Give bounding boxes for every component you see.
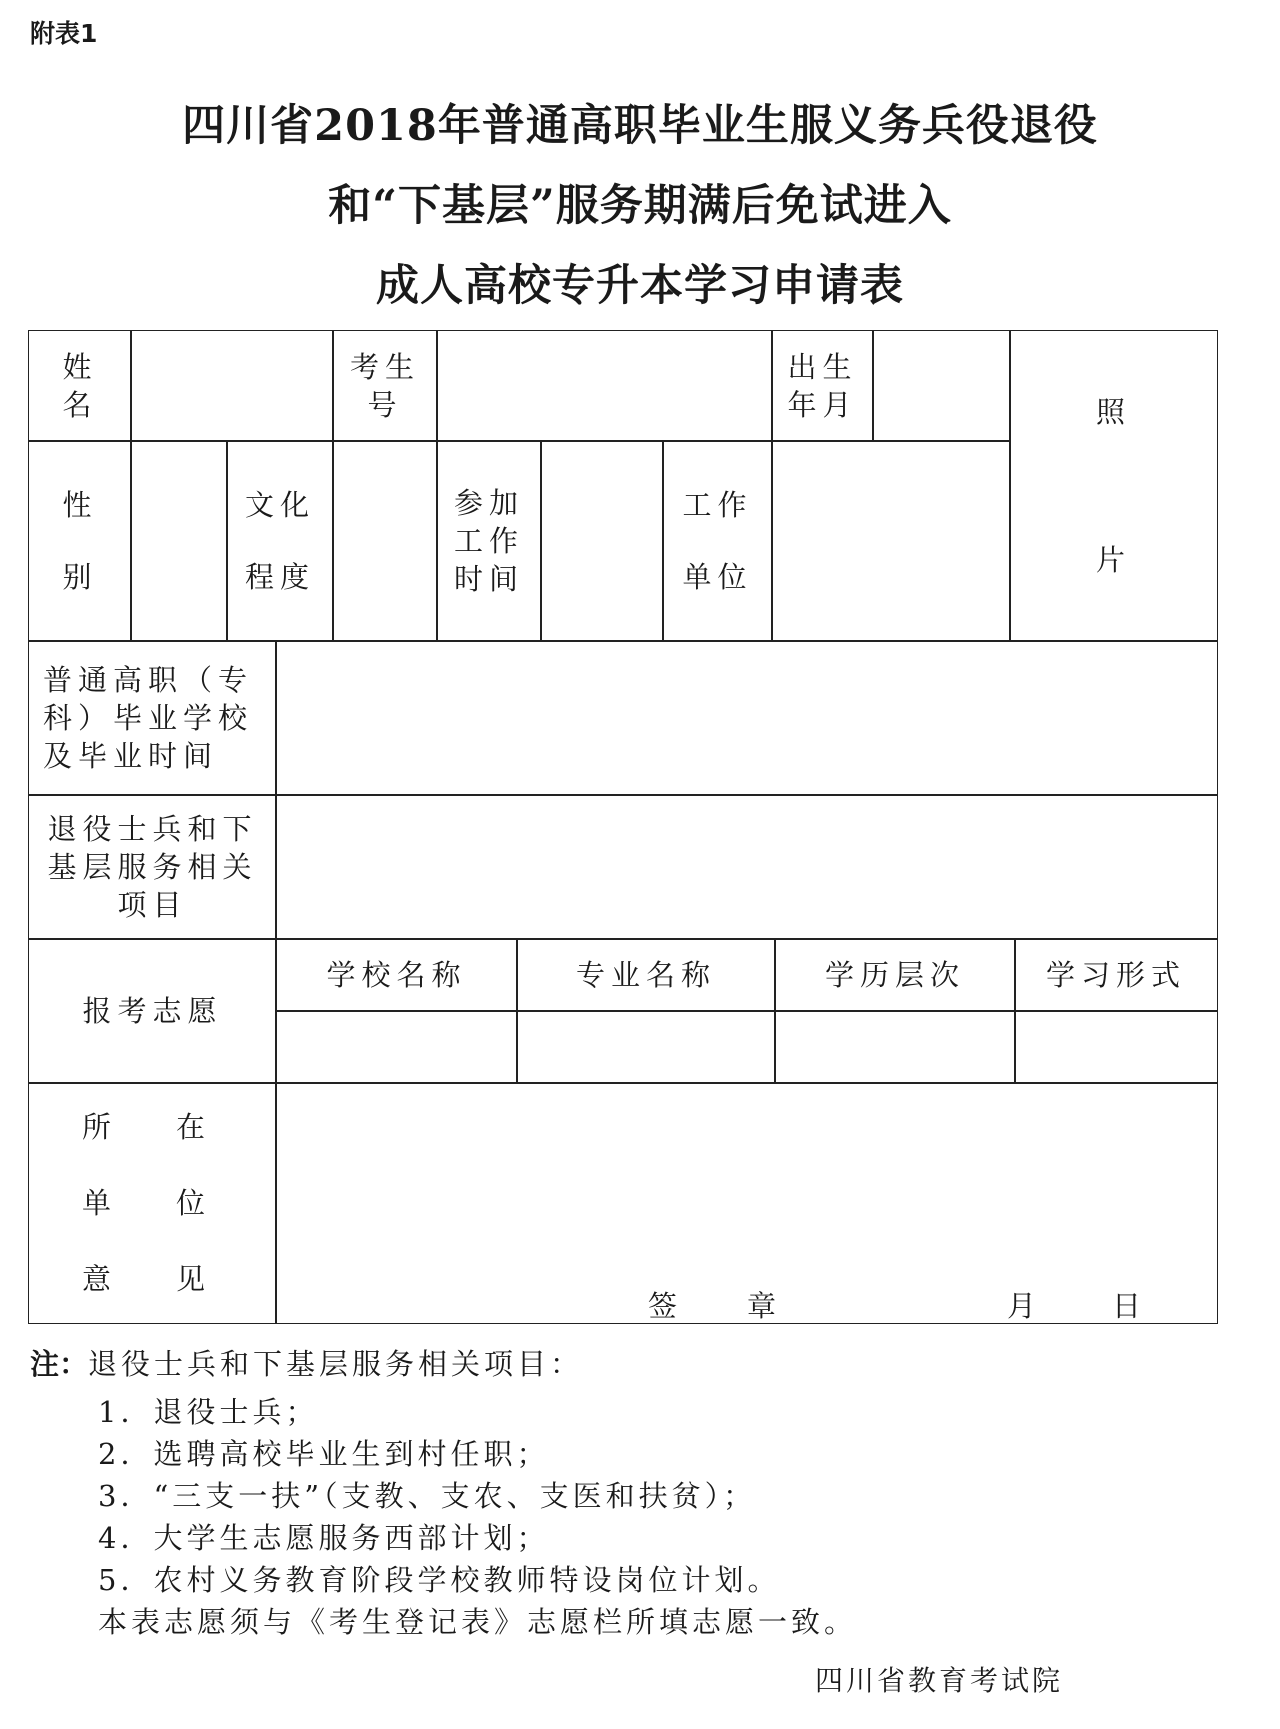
- choice-label: 报考志愿: [28, 938, 277, 1084]
- issuer: 四川省教育考试院: [815, 1664, 1064, 1697]
- work-unit-field[interactable]: [771, 440, 1011, 642]
- title-line-1: 四川省2018年普通高职毕业生服义务兵役退役: [182, 101, 1098, 151]
- education-label: [226, 440, 334, 642]
- exam-no-field[interactable]: [436, 330, 773, 442]
- education-label-top: 文化: [244, 487, 315, 522]
- gender-label: [28, 440, 132, 642]
- work-start-field[interactable]: [540, 440, 664, 642]
- college-label: [28, 640, 277, 796]
- gender-label-bottom: 别: [62, 560, 98, 594]
- photo-label-top: 照: [1095, 394, 1131, 429]
- unit-opinion-line-1: 所 在: [81, 1109, 223, 1144]
- choice-level-field[interactable]: [774, 1010, 1016, 1084]
- service-label: [28, 794, 277, 940]
- choice-school-field[interactable]: [275, 1010, 518, 1084]
- college-label-text: 普通高职（专科）毕业学校及毕业时间: [43, 662, 254, 774]
- day-label: 日: [1112, 1289, 1144, 1323]
- note-item-3: 3．“三支一扶”（支教、支农、支医和扶贫）；: [98, 1479, 757, 1513]
- exam-no-label: 考生 号: [332, 330, 438, 442]
- birth-label: 出生 年月: [771, 330, 874, 442]
- choice-col-major: 专业名称: [516, 938, 776, 1012]
- notes-intro: 退役士兵和下基层服务相关项目：: [88, 1347, 584, 1381]
- note-item-5: 5．农村义务教育阶段学校教师特设岗位计划。: [98, 1563, 781, 1597]
- work-unit-label-top: 工作: [682, 487, 753, 522]
- photo-box[interactable]: [1009, 330, 1218, 642]
- choice-mode-field[interactable]: [1014, 1010, 1218, 1084]
- gender-label-top: 性: [62, 487, 98, 522]
- note-closing: 本表志愿须与《考生登记表》志愿栏所填志愿一致。: [98, 1605, 858, 1639]
- note-item-4: 4．大学生志愿服务西部计划；: [98, 1521, 550, 1555]
- choice-col-level: 学历层次: [774, 938, 1016, 1012]
- month-label: 月: [1007, 1289, 1039, 1323]
- notes-label: 注：: [30, 1347, 89, 1381]
- name-field[interactable]: [130, 330, 334, 442]
- note-item-1: 1．退役士兵；: [98, 1395, 319, 1429]
- unit-opinion-label: [28, 1082, 277, 1324]
- birth-field[interactable]: [872, 330, 1011, 442]
- notes-header: [30, 1344, 583, 1384]
- annex-label: 附表1: [30, 19, 98, 48]
- work-unit-label-bottom: 单位: [682, 560, 753, 594]
- education-label-bottom: 程度: [244, 560, 315, 594]
- college-field[interactable]: [275, 640, 1218, 796]
- name-label: 姓 名: [28, 330, 132, 442]
- service-label-text: 退役士兵和下基层服务相关项目: [47, 811, 258, 923]
- note-item-2: 2．选聘高校毕业生到村任职；: [98, 1437, 550, 1471]
- seal-label: 签 章: [648, 1289, 781, 1323]
- choice-col-school: 学校名称: [275, 938, 518, 1012]
- title-line-2: 和“下基层”服务期满后免试进入: [328, 181, 952, 231]
- unit-opinion-line-2: 单 位: [81, 1185, 223, 1220]
- unit-opinion-line-3: 意 见: [81, 1262, 223, 1297]
- work-unit-label: [662, 440, 773, 642]
- education-field[interactable]: [332, 440, 438, 642]
- gender-field[interactable]: [130, 440, 228, 642]
- choice-col-mode: 学习形式: [1014, 938, 1218, 1012]
- service-field[interactable]: [275, 794, 1218, 940]
- photo-label-bottom: 片: [1095, 543, 1131, 577]
- title-line-3: 成人高校专升本学习申请表: [376, 261, 904, 311]
- work-start-label: 参加 工作 时间: [436, 440, 542, 642]
- choice-major-field[interactable]: [516, 1010, 776, 1084]
